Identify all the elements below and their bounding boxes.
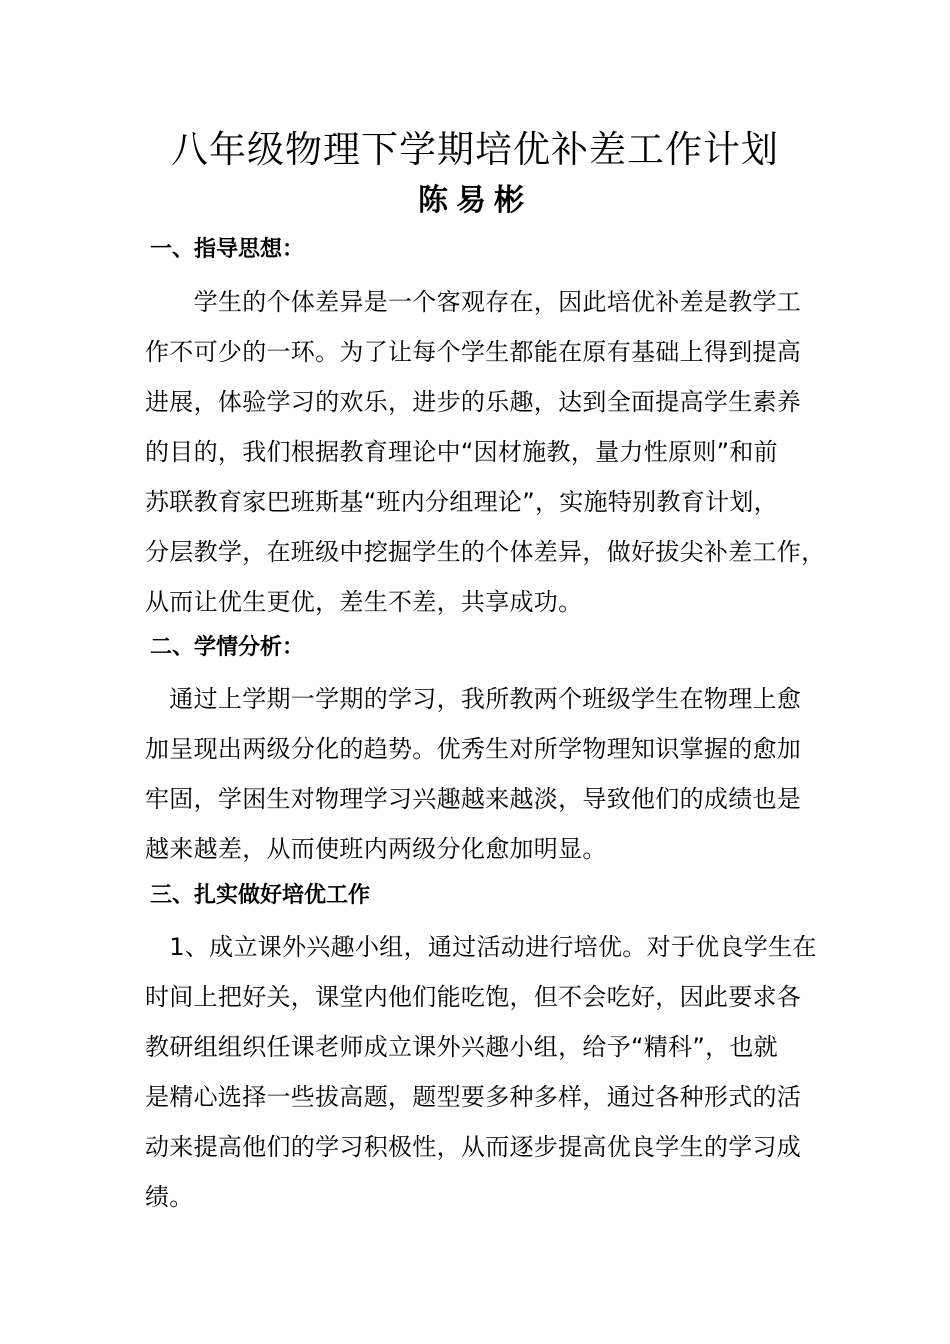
paragraph-line: 作不可少的一环。为了让每个学生都能在原有基础上得到提高 [145,338,802,366]
paragraph-line: 动来提高他们的学习积极性，从而逐步提高优良学生的学习成 [145,1133,802,1161]
paragraph-line: 教研组组织任课老师成立课外兴趣小组，给予“精科”，也就 [145,1033,778,1061]
section-heading-learning-analysis: 二、学情分析： [150,635,305,660]
paragraph-line: 是精心选择一些拔高题，题型要多种多样，通过各种形式的活 [145,1083,802,1111]
paragraph-line: 加呈现出两级分化的趋势。优秀生对所学物理知识掌握的愈加 [145,735,802,763]
paragraph-line: 1、成立课外兴趣小组，通过活动进行培优。对于优良学生在 [145,933,817,961]
paragraph-line: 时间上把好关，课堂内他们能吃饱，但不会吃好，因此要求各 [145,983,802,1011]
section-heading-cultivation-work: 三、扎实做好培优工作 [150,883,371,908]
paragraph-line: 越来越差，从而使班内两级分化愈加明显。 [145,835,607,863]
section-paragraph-cultivation-work [145,922,817,1222]
paragraph-line: 绩。 [145,1183,194,1211]
paragraph-line: 分层教学，在班级中挖掘学生的个体差异，做好拔尖补差工作， [145,538,826,566]
paragraph-line: 苏联教育家巴班斯基“班内分组理论”，实施特别教育计划， [145,488,778,516]
document-author: 陈易彬 [418,183,532,218]
paragraph-line: 从而让优生更优，差生不差，共享成功。 [145,588,583,616]
document-title: 八年级物理下学期培优补差工作计划 [171,128,779,171]
paragraph-line: 进展，体验学习的欢乐，进步的乐趣，达到全面提高学生素养 [145,388,802,416]
paragraph-line: 通过上学期一学期的学习，我所教两个班级学生在物理上愈 [145,685,802,713]
paragraph-line: 牢固，学困生对物理学习兴趣越来越淡，导致他们的成绩也是 [145,785,802,813]
paragraph-line: 的目的，我们根据教育理论中“因材施教，量力性原则”和前 [145,438,778,466]
paragraph-line: 学生的个体差异是一个客观存在，因此培优补差是教学工 [145,288,802,316]
section-heading-guiding-thought: 一、指导思想： [150,237,305,262]
section-paragraph-learning-analysis [145,674,805,874]
section-paragraph-guiding-thought [145,277,826,627]
